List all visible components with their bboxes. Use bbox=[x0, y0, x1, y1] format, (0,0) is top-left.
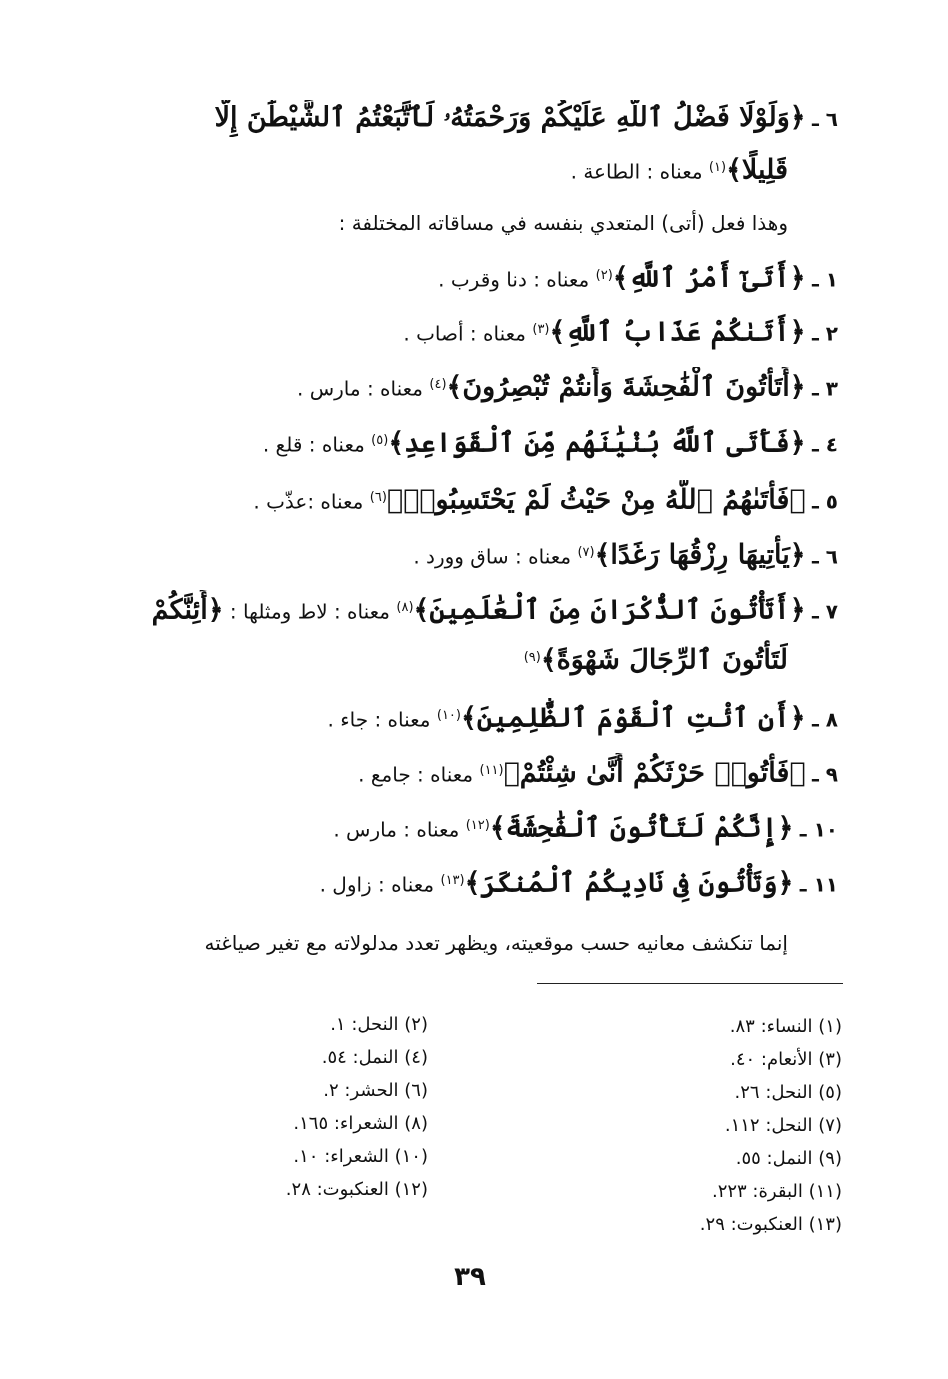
quran-verse: ﴿فَأْتُوا۟ حَرْثَكُمْ أَنَّىٰ شِئْتُمْ﴾ bbox=[503, 757, 806, 789]
text-line bbox=[96, 480, 838, 520]
text-line bbox=[96, 698, 838, 738]
text-line bbox=[96, 367, 838, 407]
quran-verse: ﴿أَتَأْتُونَ ٱلْفَٰحِشَةَ وَأَنتُمْ تُبْصِرُونَ﴾ bbox=[446, 371, 806, 403]
footnote-item: (٣) الأنعام: ٤٠. bbox=[730, 1049, 842, 1070]
footnote-item: (٦) الحشر: ٢. bbox=[323, 1080, 428, 1101]
text-line bbox=[96, 925, 788, 961]
item-number: ٤ ـ bbox=[811, 432, 838, 457]
quran-verse: ﴿أَتَىٰٓ أَمْرُ ٱللَّهِ﴾ bbox=[612, 262, 806, 294]
paragraph-text: وهذا فعل (أتى) المتعدي بنفسه في مساقاته المختلفة : bbox=[338, 211, 788, 235]
footnote-item: (٨) الشعراء: ١٦٥. bbox=[293, 1113, 428, 1134]
footnote-item: (٩) النمل: ٥٥. bbox=[735, 1148, 842, 1169]
quran-verse: ﴿فَأَتَىٰهُمُ ٱللَّهُ مِنْ حَيْثُ لَمْ يَحْتَسِبُوا۟﴾ bbox=[386, 484, 806, 516]
footnote-item: (١١) البقرة: ٢٢٣. bbox=[711, 1181, 842, 1202]
footnote-item: (١٣) العنكبوت: ٢٩. bbox=[699, 1214, 842, 1235]
quran-verse: لَتَأْتُونَ ٱلرِّجَالَ شَهْوَةً﴾ bbox=[540, 644, 788, 676]
quran-verse: ﴿أَنِ ٱئْتِ ٱلْقَوْمَ ٱلظَّٰلِمِينَ﴾ bbox=[461, 702, 806, 734]
meaning-text: معناه : الطاعة . bbox=[570, 159, 703, 184]
text-line bbox=[96, 640, 788, 680]
text-line bbox=[96, 150, 788, 190]
text-line bbox=[96, 205, 788, 241]
item-number: ٦ ـ bbox=[811, 107, 838, 131]
meaning-text: معناه : أصاب . bbox=[403, 321, 526, 346]
quran-verse: ﴿أَتَىٰكُمْ عَذَابُ ٱللَّهِ﴾ bbox=[549, 316, 806, 348]
footnote-ref: (٣) bbox=[532, 322, 550, 337]
quran-verse: ﴿يَأْتِيهَا رِزْقُهَا رَغَدًا﴾ bbox=[594, 539, 806, 571]
footnote-ref: (١١) bbox=[479, 763, 504, 778]
meaning-text: معناه : قلع . bbox=[262, 432, 365, 457]
footnote-ref: (١٣) bbox=[440, 873, 465, 888]
meaning-text: معناه : لاط ومثلها : bbox=[229, 599, 391, 624]
text-line bbox=[96, 100, 838, 137]
footnote-ref: (٩) bbox=[523, 650, 541, 665]
footnote-item: (٧) النحل: ١١٢. bbox=[724, 1115, 842, 1136]
text-line bbox=[96, 535, 838, 575]
item-number: ٨ ـ bbox=[811, 707, 838, 732]
quran-verse: ﴿إِنَّكُمْ لَتَأْتُونَ ٱلْفَٰحِشَةَ﴾ bbox=[489, 812, 794, 844]
meaning-text: معناه : دنا وقرب . bbox=[438, 267, 590, 292]
footnote-divider bbox=[537, 983, 843, 984]
quran-verse: ﴿أَتَأْتُونَ ٱلذُّكْرَانَ مِنَ ٱلْعَٰلَمِينَ﴾ bbox=[413, 594, 806, 626]
quran-verse: ﴿وَلَوْلَا فَضْلُ ٱللَّهِ عَلَيْكُمْ وَرَحْمَتُهُۥ لَٱتَّبَعْتُمُ ٱلشَّيْطَٰنَ إِلَّا bbox=[214, 102, 806, 133]
meaning-text: معناه : مارس . bbox=[333, 817, 460, 842]
meaning-text: معناه : ساق وورد . bbox=[413, 544, 572, 569]
quran-verse: ﴿فَأَتَى ٱللَّهُ بُنْيَٰنَهُم مِّنَ ٱلْقَوَاعِدِ﴾ bbox=[388, 427, 806, 459]
item-number: ١١ ـ bbox=[799, 872, 838, 897]
item-number: ٢ ـ bbox=[811, 321, 838, 346]
meaning-text: معناه : جاء . bbox=[327, 707, 431, 732]
quran-verse: ﴿أَئِنَّكُمْ bbox=[151, 594, 224, 626]
text-line bbox=[96, 423, 838, 463]
page-number: ٣٩ bbox=[454, 1262, 486, 1292]
footnote-column-left bbox=[198, 1010, 428, 1205]
footnote-ref: (٦) bbox=[369, 490, 387, 505]
footnote-item: (٢) النحل: ١. bbox=[330, 1014, 428, 1035]
footnote-item: (١) النساء: ٨٣. bbox=[729, 1016, 842, 1037]
footnote-item: (١٠) الشعراء: ١٠. bbox=[293, 1146, 428, 1167]
footnote-ref: (٤) bbox=[429, 377, 447, 392]
item-number: ٣ ـ bbox=[811, 376, 838, 401]
text-line bbox=[96, 863, 838, 903]
footnote-ref: (٧) bbox=[577, 545, 595, 560]
footnote-column-right bbox=[612, 1012, 842, 1240]
footnote-item: (٥) النحل: ٢٦. bbox=[734, 1082, 842, 1103]
meaning-text: معناه : جامع . bbox=[358, 762, 474, 787]
item-number: ٧ ـ bbox=[811, 599, 838, 624]
footnote-item: (١٢) العنكبوت: ٢٨. bbox=[285, 1179, 428, 1200]
text-line bbox=[60, 590, 838, 630]
text-line bbox=[96, 258, 838, 298]
footnote-item: (٤) النمل: ٥٤. bbox=[321, 1047, 428, 1068]
footnote-ref: (٥) bbox=[371, 433, 389, 448]
text-line bbox=[96, 753, 838, 793]
meaning-text: معناه : زاول . bbox=[319, 872, 435, 897]
quran-verse: ﴿وَتَأْتُونَ فِى نَادِيكُمُ ٱلْمُنكَرَ﴾ bbox=[464, 867, 794, 899]
meaning-text: معناه :عذّب . bbox=[253, 489, 364, 514]
text-line bbox=[96, 312, 838, 352]
footnote-ref: (١٢) bbox=[465, 818, 490, 833]
item-number: ١ ـ bbox=[811, 267, 838, 292]
footnote-ref: (٨) bbox=[396, 600, 414, 615]
footnote-ref: (١٠) bbox=[436, 708, 461, 723]
paragraph-text: إنما تنكشف معانيه حسب موقعيته، ويظهر تعدد مدلولاته مع تغير صياغته bbox=[204, 931, 788, 955]
item-number: ٦ ـ bbox=[811, 544, 838, 569]
quran-verse: قَلِيلًا﴾ bbox=[726, 154, 788, 186]
text-line bbox=[96, 808, 838, 848]
footnote-ref: (٢) bbox=[595, 268, 613, 283]
item-number: ١٠ ـ bbox=[799, 817, 838, 842]
footnote-ref: (١) bbox=[708, 160, 727, 175]
item-number: ٩ ـ bbox=[811, 762, 838, 787]
meaning-text: معناه : مارس . bbox=[297, 376, 424, 401]
item-number: ٥ ـ bbox=[811, 489, 838, 514]
